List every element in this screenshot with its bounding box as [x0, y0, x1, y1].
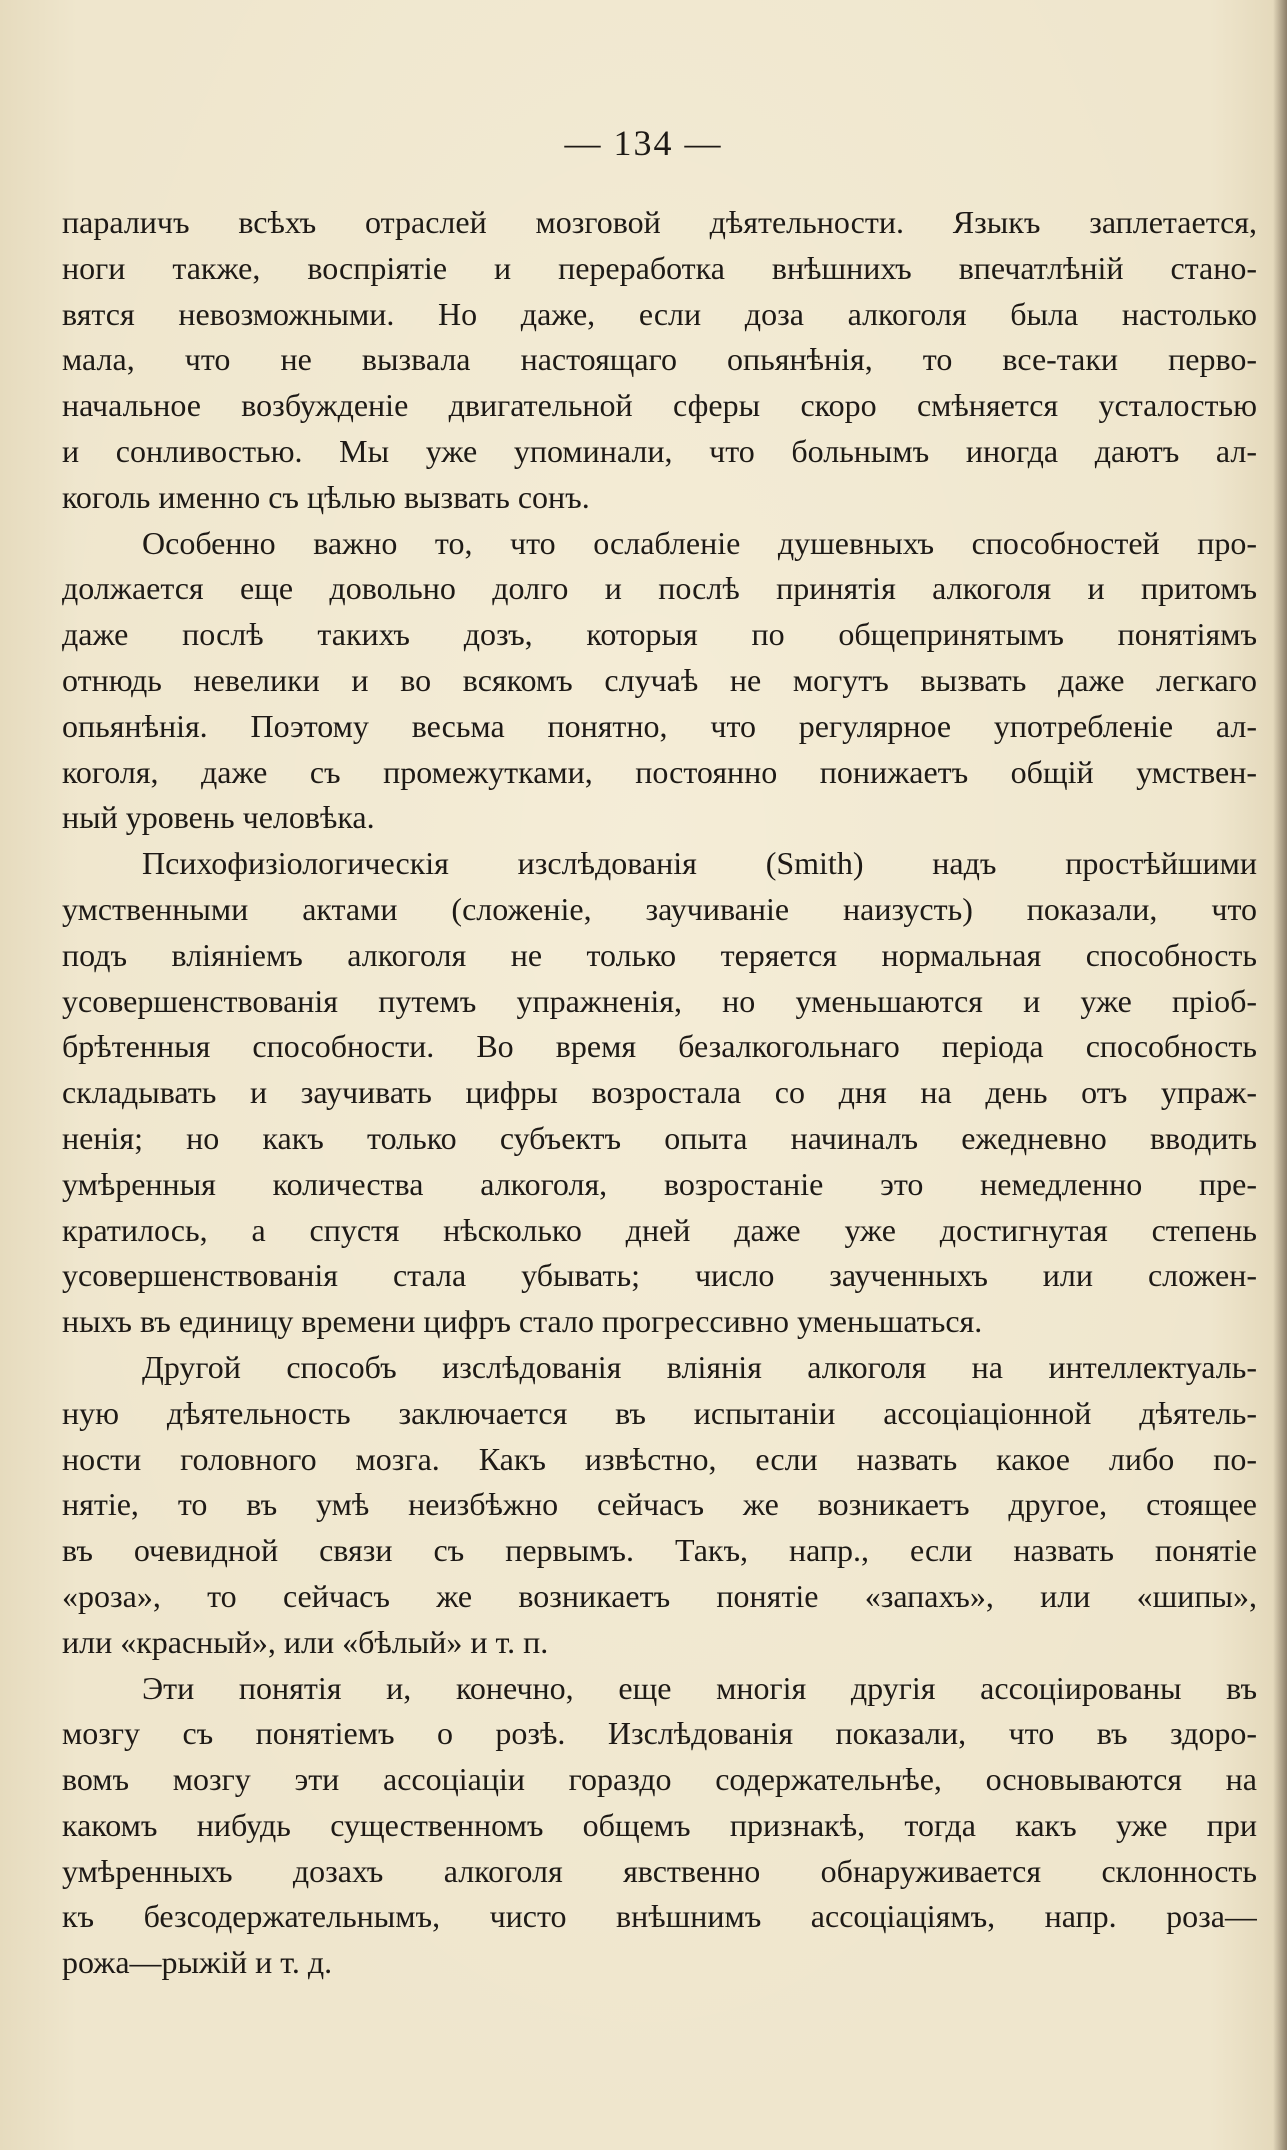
text-line: ности головного мозга. Какъ извѣстно, если назвать какое либо по-	[62, 1440, 1257, 1477]
text-line: опьянѣнія. Поэтому весьма понятно, что регулярное употребленіе ал-	[62, 707, 1257, 744]
text-line: Эти понятія и, конечно, еще многія другія ассоціированы въ	[142, 1669, 1257, 1706]
text-line: нятіе, то въ умѣ неизбѣжно сейчасъ же возникаетъ другое, стоящее	[62, 1486, 1257, 1523]
text-line: умѣренныя количества алкоголя, возростаніе это немедленно пре-	[62, 1165, 1257, 1202]
paragraph	[62, 841, 1257, 1345]
text-line: ную дѣятельность заключается въ испытаніи ассоціаціонной дѣятель-	[62, 1394, 1257, 1431]
text-line: вомъ мозгу эти ассоціаціи гораздо содержательнѣе, основываются на	[62, 1761, 1257, 1798]
text-line: умѣренныхъ дозахъ алкоголя явственно обнаруживается склонность	[62, 1852, 1257, 1889]
text-line: ныхъ въ единицу времени цифръ стало прогрессивно уменьшаться.	[62, 1303, 983, 1340]
text-line: «роза», то сейчасъ же возникаетъ понятіе «запахъ», или «шипы»,	[62, 1577, 1257, 1614]
body-text	[62, 200, 1257, 1986]
paragraph	[62, 1666, 1257, 1987]
paragraph	[62, 1345, 1257, 1666]
text-line: начальное возбужденіе двигательной сферы скоро смѣняется усталостью	[62, 387, 1257, 424]
text-line: коголь именно съ цѣлью вызвать сонъ.	[62, 478, 590, 515]
text-line: мала, что не вызвала настоящаго опьянѣнія, то все-таки перво-	[62, 341, 1257, 378]
text-line: какомъ нибудь существенномъ общемъ признакѣ, тогда какъ уже при	[62, 1806, 1257, 1843]
text-line: въ очевидной связи съ первымъ. Такъ, напр., если назвать понятіе	[62, 1532, 1257, 1569]
text-line: усовершенствованія стала убывать; число заученныхъ или сложен-	[62, 1257, 1257, 1294]
text-line: Другой способъ изслѣдованія вліянія алкоголя на интеллектуаль-	[142, 1348, 1257, 1385]
text-line: ноги также, воспріятіе и переработка внѣшнихъ впечатлѣній стано-	[62, 249, 1257, 286]
text-line: ный уровень человѣка.	[62, 799, 375, 836]
text-line: коголя, даже съ промежутками, постоянно понижаетъ общій умствен-	[62, 753, 1257, 790]
text-line: должается еще довольно долго и послѣ принятія алкоголя и притомъ	[62, 570, 1257, 607]
text-line: умственными актами (сложеніе, заучиваніе наизусть) показали, что	[62, 890, 1257, 927]
text-line: усовершенствованія путемъ упражненія, но уменьшаются и уже пріоб-	[62, 982, 1257, 1019]
text-line: даже послѣ такихъ дозъ, которыя по общепринятымъ понятіямъ	[62, 616, 1257, 653]
page-number: — 134 —	[564, 123, 723, 163]
text-line: рожа—рыжій и т. д.	[62, 1944, 333, 1981]
page-edge-shadow	[1273, 0, 1287, 2150]
text-line: вятся невозможными. Но даже, если доза алкоголя была настолько	[62, 295, 1257, 332]
paragraph	[62, 200, 1257, 521]
text-line: и сонливостью. Мы уже упоминали, что больнымъ иногда даютъ ал-	[62, 432, 1257, 469]
paragraph	[62, 521, 1257, 842]
text-line: ненія; но какъ только субъектъ опыта начиналъ ежедневно вводить	[62, 1119, 1257, 1156]
text-line: мозгу съ понятіемъ о розѣ. Изслѣдованія показали, что въ здоро-	[62, 1715, 1257, 1752]
text-line: подъ вліяніемъ алкоголя не только теряется нормальная способность	[62, 936, 1257, 973]
text-line: складывать и заучивать цифры возростала со дня на день отъ упраж-	[62, 1074, 1257, 1111]
text-line: Особенно важно то, что ослабленіе душевныхъ способностей про-	[142, 524, 1257, 561]
text-line: или «красный», или «бѣлый» и т. п.	[62, 1623, 549, 1660]
text-line: отнюдь невелики и во всякомъ случаѣ не могутъ вызвать даже легкаго	[62, 661, 1257, 698]
text-line: кратилось, а спустя нѣсколько дней даже уже достигнутая степень	[62, 1211, 1257, 1248]
text-line: къ безсодержательнымъ, чисто внѣшнимъ ассоціаціямъ, напр. роза—	[62, 1898, 1257, 1935]
text-line: брѣтенныя способности. Во время безалкогольнаго періода способность	[62, 1028, 1257, 1065]
text-line: параличъ всѣхъ отраслей мозговой дѣятельности. Языкъ заплетается,	[62, 204, 1257, 240]
text-line: Психофизіологическія изслѣдованія (Smith) надъ простѣйшими	[142, 845, 1257, 882]
